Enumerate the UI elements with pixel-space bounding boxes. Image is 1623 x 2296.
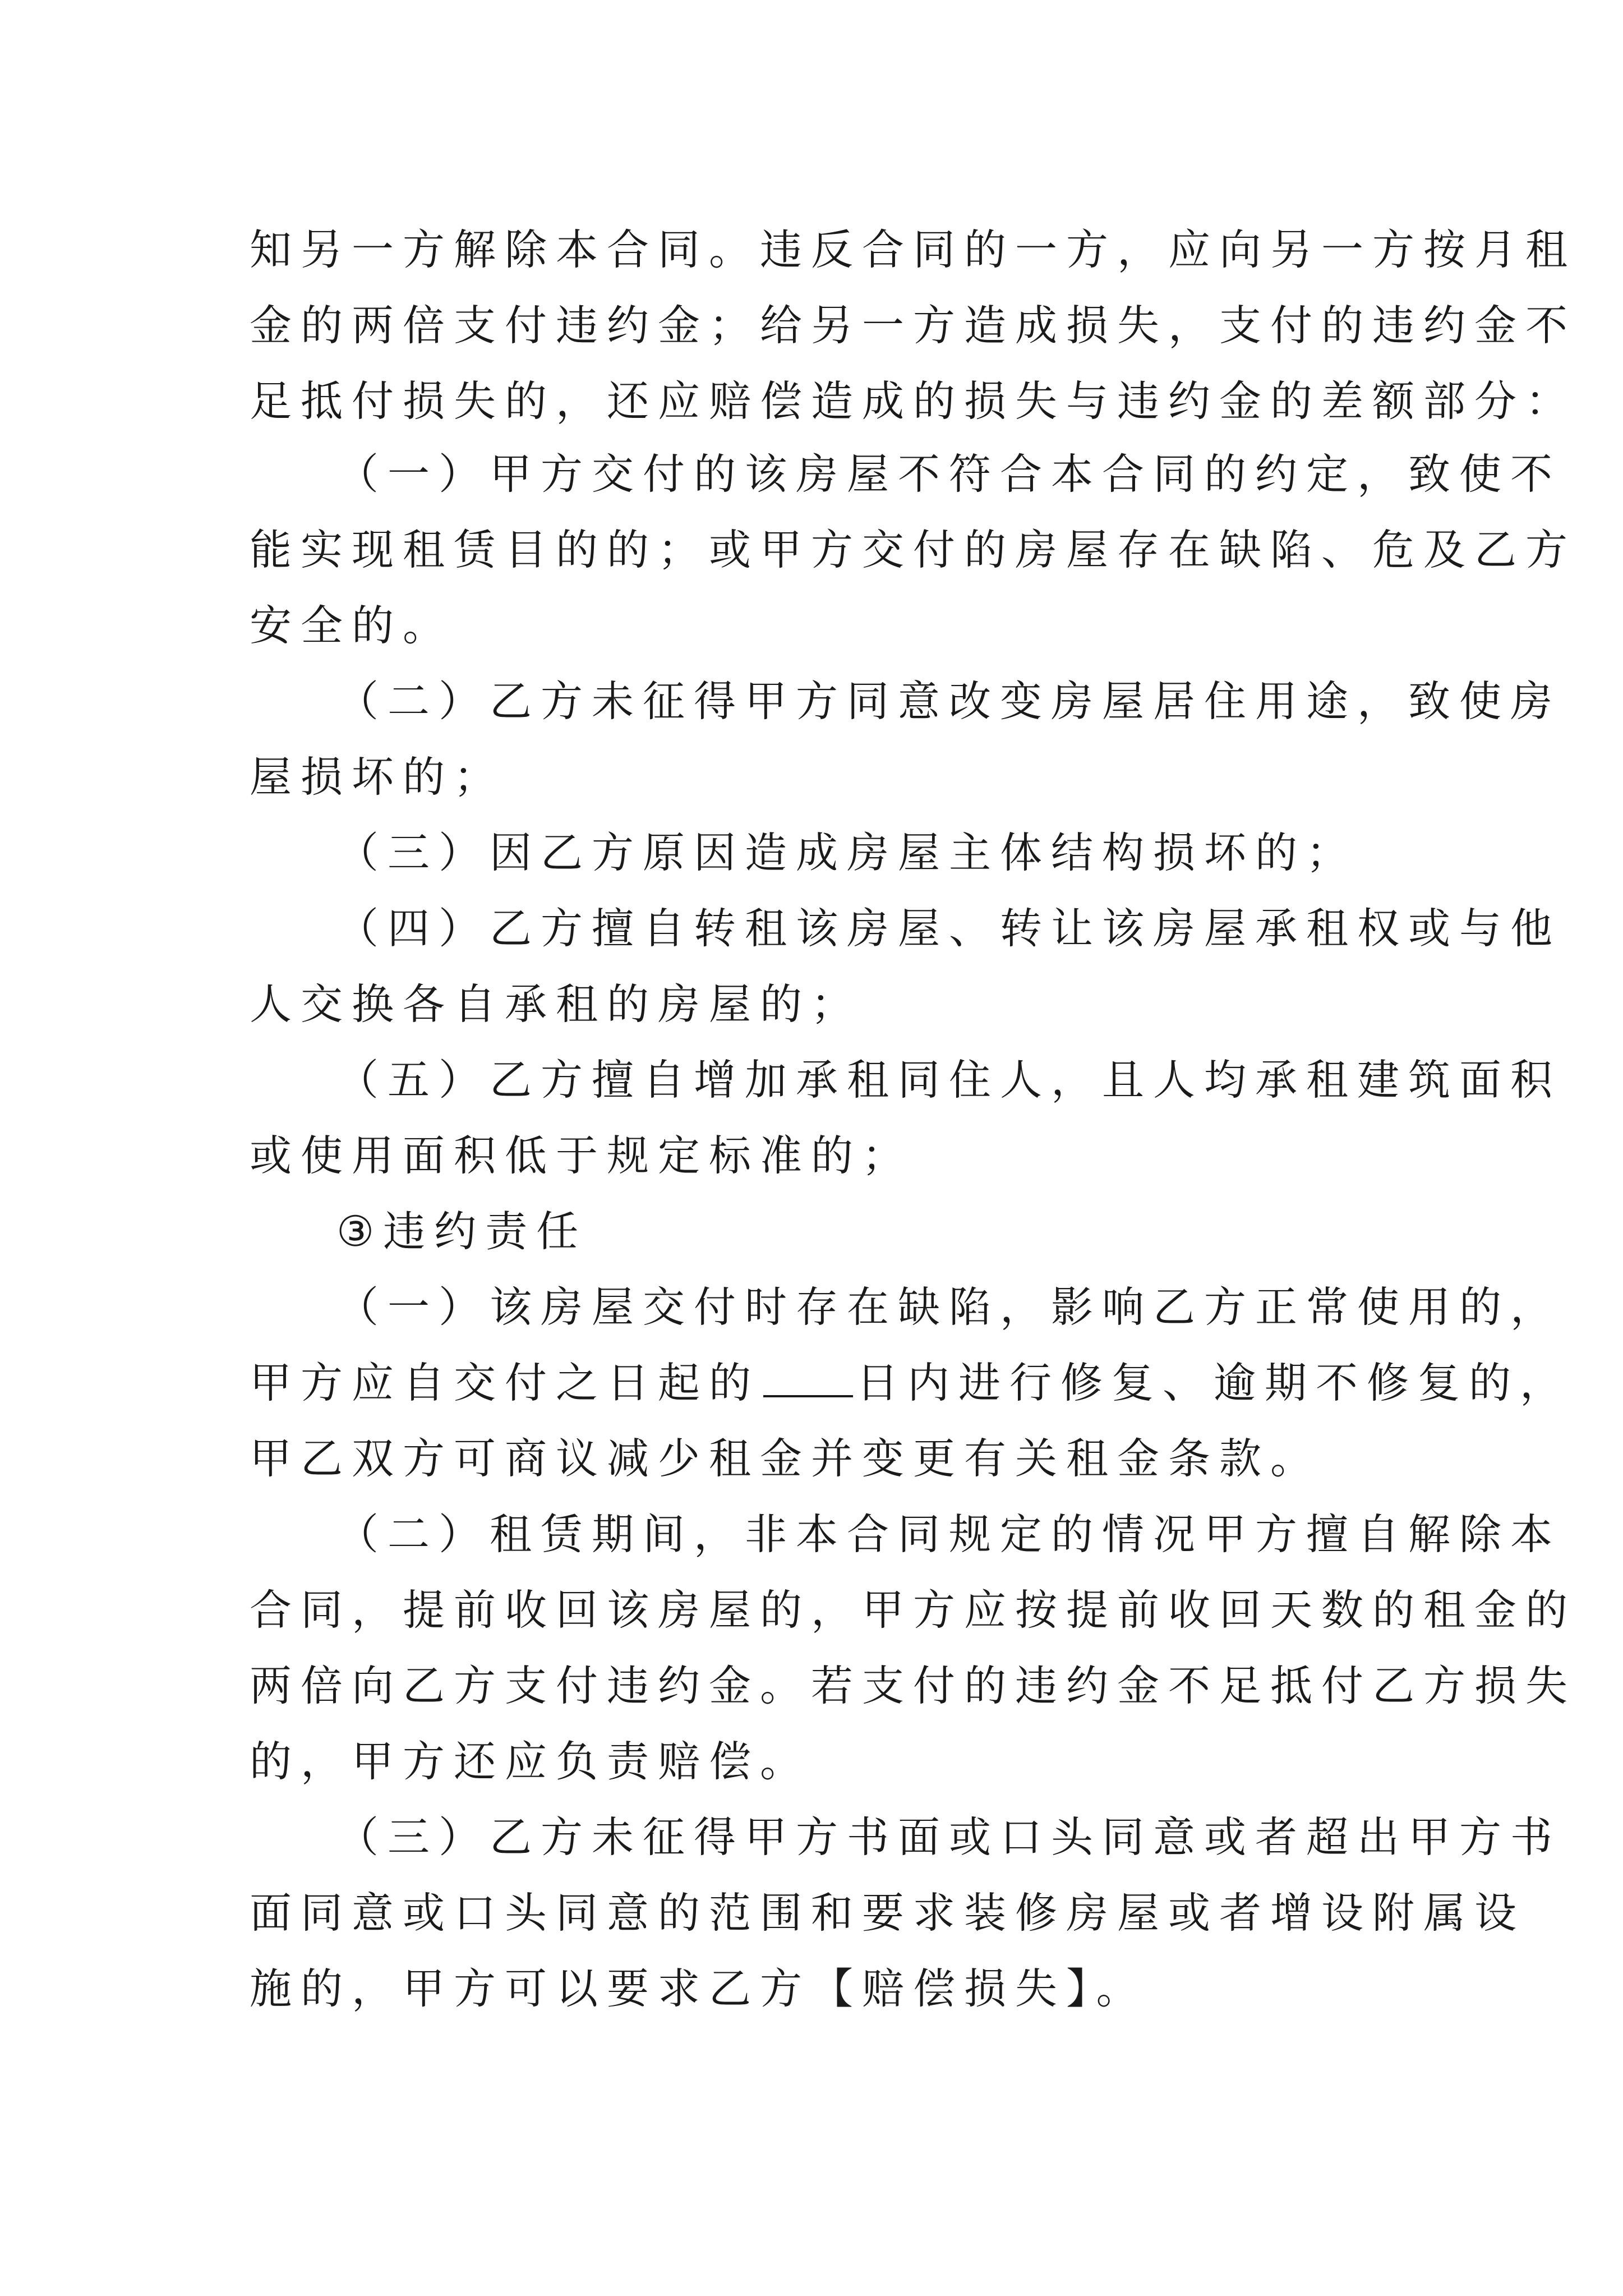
paragraph-line-with-blank xyxy=(250,1355,1571,1411)
clause-line: （三）因乙方原因造成房屋主体结构损坏的； xyxy=(336,828,1358,877)
paragraph-line: 人交换各自承租的房屋的； xyxy=(250,979,863,1029)
paragraph-line: 或使用面积低于规定标准的； xyxy=(250,1131,914,1180)
text-before-blank: 甲方应自交付之日起的 xyxy=(250,1358,760,1407)
clause-line: （一）该房屋交付时存在缺陷，影响乙方正常使用的， xyxy=(336,1282,1562,1332)
section-heading: ③违约责任 xyxy=(336,1207,588,1256)
paragraph-line: 能实现租赁目的的；或甲方交付的房屋存在缺陷、危及乙方 xyxy=(250,525,1577,574)
clause-line: （一）甲方交付的该房屋不符合本合同的约定，致使不 xyxy=(336,449,1562,499)
clause-line: （二）租赁期间，非本合同规定的情况甲方擅自解除本 xyxy=(336,1510,1562,1559)
clause-line: （四）乙方擅自转租该房屋、转让该房屋承租权或与他 xyxy=(336,904,1562,953)
clause-line: （五）乙方擅自增加承租同住人，且人均承租建筑面积 xyxy=(336,1055,1562,1105)
fill-in-blank[interactable] xyxy=(763,1361,853,1397)
paragraph-line: 屋损坏的； xyxy=(250,752,505,802)
paragraph-line: 两倍向乙方支付违约金。若支付的违约金不足抵付乙方损失 xyxy=(250,1661,1577,1710)
paragraph-line: 安全的。 xyxy=(250,601,454,650)
paragraph-line: 施的，甲方可以要求乙方【赔偿损失】。 xyxy=(250,1964,1147,2013)
paragraph-line: 足抵付损失的，还应赔偿造成的损失与违约金的差额部分： xyxy=(250,376,1577,426)
paragraph-line: 的，甲方还应负责赔偿。 xyxy=(250,1737,811,1786)
text-after-blank: 日内进行修复、逾期不修复的， xyxy=(856,1358,1571,1407)
paragraph-line: 面同意或口头同意的范围和要求装修房屋或者增设附属设 xyxy=(250,1888,1526,1938)
paragraph-line: 甲乙双方可商议减少租金并变更有关租金条款。 xyxy=(250,1434,1322,1483)
paragraph-line: 金的两倍支付违约金；给另一方造成损失，支付的违约金不 xyxy=(250,301,1577,350)
clause-line: （三）乙方未征得甲方书面或口头同意或者超出甲方书 xyxy=(336,1812,1562,1862)
paragraph-line: 合同，提前收回该房屋的，甲方应按提前收回天数的租金的 xyxy=(250,1585,1577,1635)
paragraph-line: 知另一方解除本合同。违反合同的一方，应向另一方按月租 xyxy=(250,225,1577,274)
clause-line: （二）乙方未征得甲方同意改变房屋居住用途，致使房 xyxy=(336,677,1562,726)
